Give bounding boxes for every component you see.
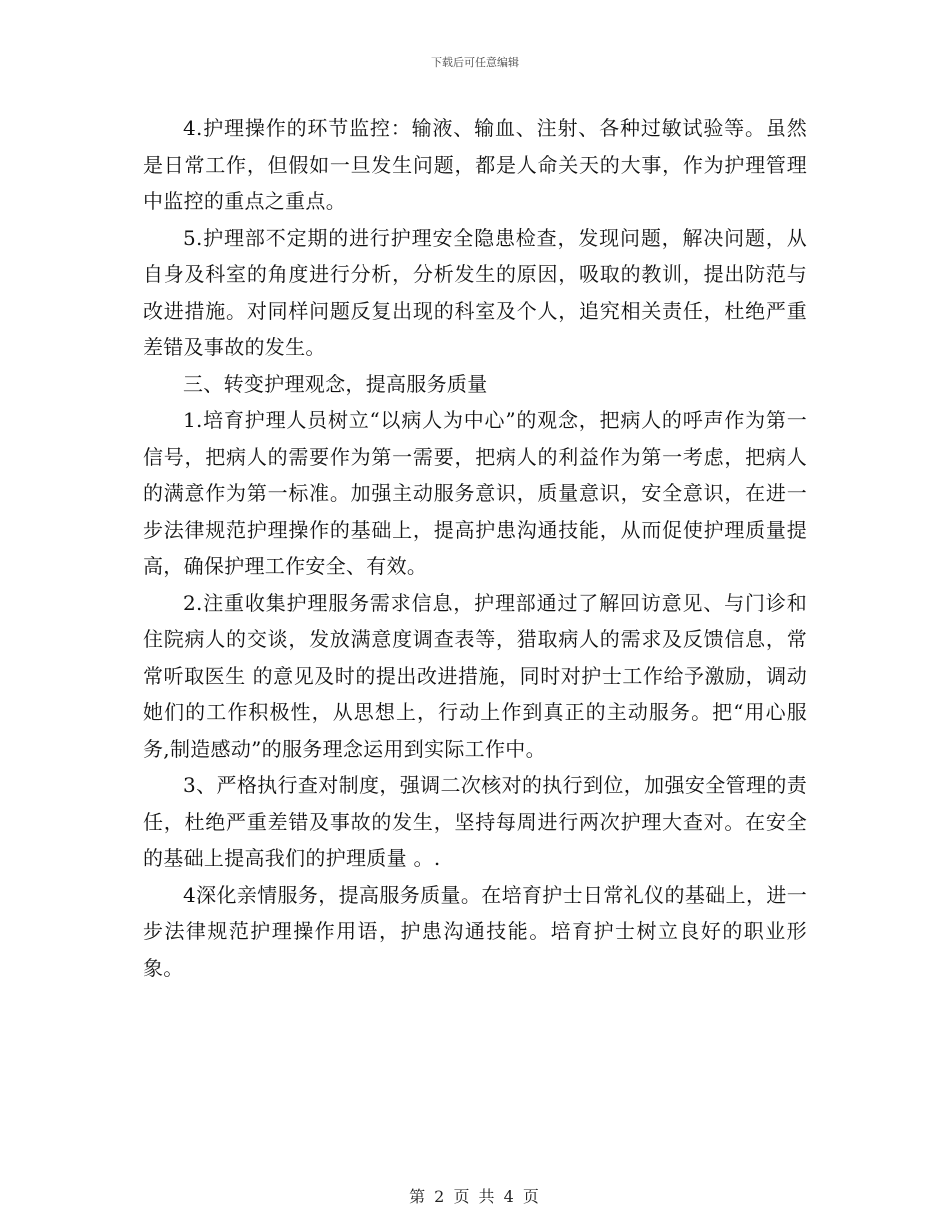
paragraph-item-5: 5.护理部不定期的进行护理安全隐患检查，发现问题，解决问题，从自身及科室的角度进行分析，分析发生的原因，吸取的教训，提出防范与改进措施。对同样问题反复出现的科室及个人，追究相关责任，杜绝严重差错及事故的发生。 bbox=[143, 225, 807, 359]
document-body bbox=[143, 110, 807, 986]
section-heading-3: 三、转变护理观念，提高服务质量 bbox=[183, 371, 488, 396]
paragraph-item-3: 3、严格执行查对制度，强调二次核对的执行到位，加强安全管理的责任，杜绝严重差错及事故的发生，坚持每周进行两次护理大查对。在安全的基础上提高我们的护理质量 。. bbox=[143, 773, 807, 870]
paragraph-item-4: 4.护理操作的环节监控：输液、输血、注射、各种过敏试验等。虽然是日常工作，但假如一旦发生问题，都是人命关天的大事，作为护理管理中监控的重点之重点。 bbox=[143, 116, 807, 213]
page-number: 第 2 页 共 4 页 bbox=[409, 1187, 541, 1206]
paragraph-item-1: 1.培育护理人员树立“以病人为中心”的观念，把病人的呼声作为第一信号，把病人的需要作为第一需要，把病人的利益作为第一考虑，把病人的满意作为第一标准。加强主动服务意识，质量意识，安全意识，在进一步法律规范护理操作的基础上，提高护患沟通技能，从而促使护理质量提高，确保护理工作安全、有效。 bbox=[143, 408, 807, 578]
paragraph-item-4b: 4深化亲情服务，提高服务质量。在培育护士日常礼仪的基础上，进一步法律规范护理操作用语，护患沟通技能。培育护士树立良好的职业形象。 bbox=[143, 882, 807, 980]
paragraph-item-2: 2.注重收集护理服务需求信息，护理部通过了解回访意见、与门诊和住院病人的交谈，发放满意度调查表等，猎取病人的需求及反馈信息，常常听取医生 的意见及时的提出改进措施，同时对护士工作给予激励，调动她们的工作积极性，从思想上，行动上作到真正的主动服务。把“用心服务,制造感动”的服务理念运用到实际工作中。 bbox=[143, 590, 807, 761]
header-note: 下载后可任意编辑 bbox=[431, 56, 519, 69]
